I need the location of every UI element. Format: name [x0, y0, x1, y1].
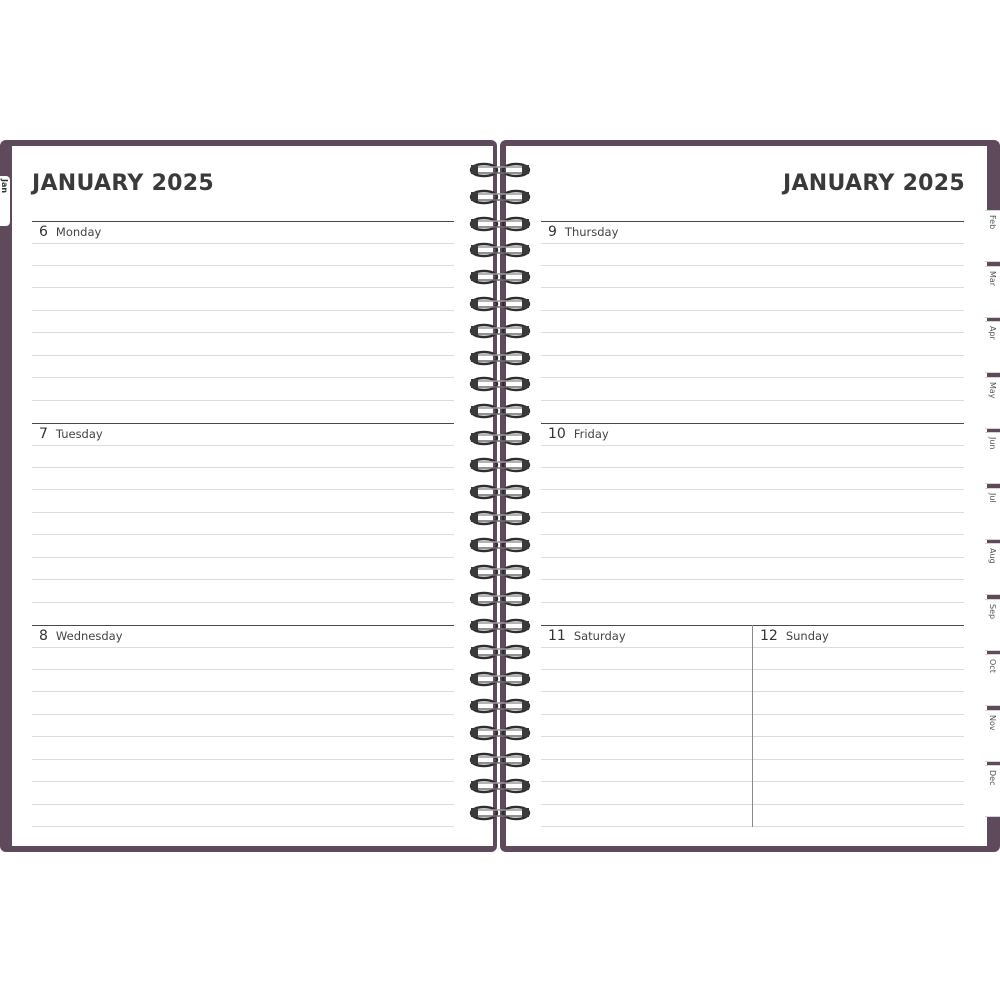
spiral-coil: [468, 562, 532, 582]
month-tab-nov[interactable]: [985, 710, 1000, 762]
spiral-coil: [468, 696, 532, 716]
month-tab-apr[interactable]: [985, 321, 1000, 373]
spiral-coil: [468, 294, 532, 314]
day-section-saturday[interactable]: [541, 625, 752, 831]
day-name: Wednesday: [55, 629, 123, 643]
day-number: 8: [39, 628, 48, 644]
spiral-binding: [468, 160, 532, 835]
left-page-title: JANUARY 2025: [32, 171, 214, 196]
spiral-coil: [468, 616, 532, 636]
month-tab-label: May: [988, 381, 997, 399]
month-tab-jul[interactable]: [985, 488, 1000, 540]
left-page: [12, 146, 493, 846]
spiral-coil: [468, 669, 532, 689]
spiral-coil: [468, 803, 532, 823]
spiral-coil: [468, 160, 532, 180]
month-tab-label: Jun: [988, 437, 997, 450]
month-tab-label: Sep: [988, 603, 997, 619]
day-name: Saturday: [573, 629, 626, 643]
spiral-coil: [468, 240, 532, 260]
month-tab-label: Jan: [0, 179, 9, 194]
day-name: Thursday: [564, 225, 619, 239]
month-tab-label: Oct: [988, 659, 997, 673]
spiral-coil: [468, 723, 532, 743]
day-number: 6: [39, 224, 48, 240]
month-tab-oct[interactable]: [985, 654, 1000, 706]
day-number: 7: [39, 426, 48, 442]
month-tab-label: Nov: [988, 714, 997, 731]
month-tab-mar[interactable]: [985, 266, 1000, 318]
day-name: Sunday: [785, 629, 829, 643]
spiral-coil: [468, 187, 532, 207]
day-section-tuesday[interactable]: [32, 423, 454, 625]
day-name: Friday: [573, 427, 609, 441]
spiral-coil: [468, 482, 532, 502]
month-tab-dec[interactable]: [985, 765, 1000, 817]
spiral-coil: [468, 750, 532, 770]
spiral-coil: [468, 401, 532, 421]
month-tab-label: Mar: [988, 270, 997, 286]
day-section-monday[interactable]: [32, 221, 454, 423]
spiral-coil: [468, 267, 532, 287]
day-number: 10: [548, 426, 566, 442]
spiral-coil: [468, 428, 532, 448]
spiral-coil: [468, 589, 532, 609]
spiral-coil: [468, 642, 532, 662]
day-number: 9: [548, 224, 557, 240]
spiral-coil: [468, 321, 532, 341]
month-tab-sep[interactable]: [985, 599, 1000, 651]
day-number: 11: [548, 628, 566, 644]
spiral-coil: [468, 535, 532, 555]
month-tab-jun[interactable]: [985, 432, 1000, 484]
month-tab-aug[interactable]: [985, 543, 1000, 595]
day-section-wednesday[interactable]: [32, 625, 454, 831]
month-tab-jan[interactable]: [0, 176, 10, 226]
day-name: Tuesday: [55, 427, 103, 441]
spiral-coil: [468, 508, 532, 528]
month-tab-label: Feb: [988, 215, 997, 230]
right-page: [506, 146, 987, 846]
spiral-coil: [468, 348, 532, 368]
month-tab-label: Aug: [988, 548, 997, 564]
spiral-coil: [468, 455, 532, 475]
spiral-coil: [468, 374, 532, 394]
day-section-friday[interactable]: [541, 423, 964, 625]
month-tab-label: Apr: [988, 326, 997, 340]
month-tab-label: Dec: [988, 770, 997, 786]
day-number: 12: [760, 628, 778, 644]
spiral-coil: [468, 776, 532, 796]
month-tabs: [985, 210, 1000, 840]
month-tab-feb[interactable]: [985, 210, 1000, 262]
right-page-title: JANUARY 2025: [783, 171, 965, 196]
day-section-sunday[interactable]: [753, 625, 964, 831]
month-tab-label: Jul: [988, 492, 997, 503]
spiral-coil: [468, 214, 532, 234]
month-tab-may[interactable]: [985, 377, 1000, 429]
day-name: Monday: [55, 225, 102, 239]
day-section-thursday[interactable]: [541, 221, 964, 423]
